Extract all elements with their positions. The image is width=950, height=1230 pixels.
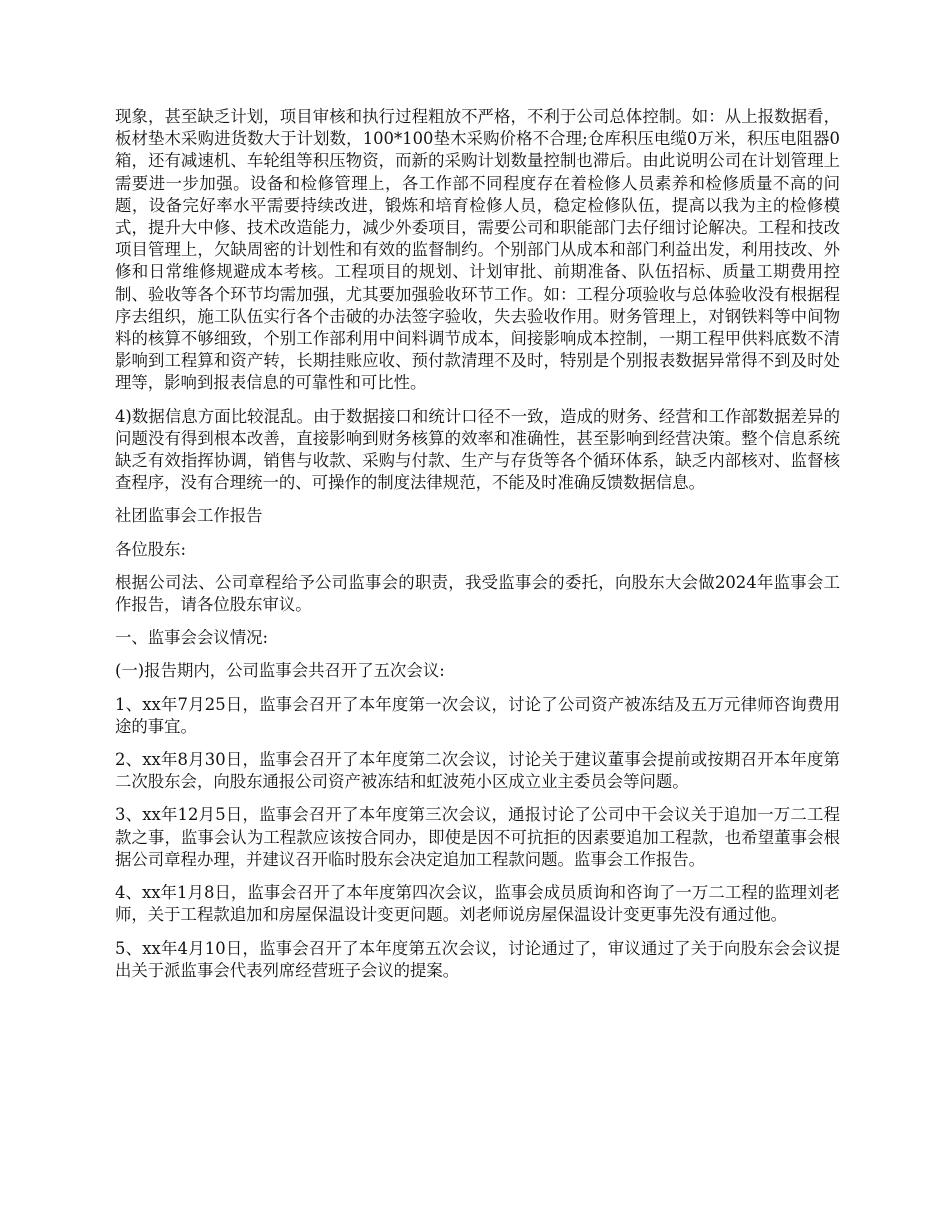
section-heading-meetings: 一、监事会会议情况: (115, 628, 269, 648)
paragraph-data-information: 4)数据信息方面比较混乱。由于数据接口和统计口径不一致，造成的财务、经营和工作部数据差异的问题没有得到根本改善，直接影响到财务核算的效率和准确性，甚至影响到经营决策。整个信息系统缺乏有效指挥协调，销售与收款、采购与付款、生产与存货等各个循环体系，缺乏内部核对、监督核查程序，没有合理统一的、可操作的制度法律规范，不能及时准确反馈数据信息。 (115, 406, 840, 493)
meeting-item-2: 2、xx年8月30日，监事会召开了本年度第二次会议，讨论关于建议董事会提前或按期召开本年度第二次股东会，向股东通报公司资产被冻结和虹波苑小区成立业主委员会等问题。 (115, 750, 840, 792)
meeting-item-3: 3、xx年12月5日，监事会召开了本年度第三次会议，通报讨论了公司中干会议关于追加一万二工程款之事，监事会认为工程款应该按合同办，即使是因不可抗拒的因素要追加工程款，也希望董事会根据公司章程办理，并建议召开临时股东会决定追加工程款问题。监事会工作报告。 (115, 805, 840, 869)
paragraph-management-issues: 现象，甚至缺乏计划，项目审核和执行过程粗放不严格，不利于公司总体控制。如：从上报数据看，板材垫木采购进货数大于计划数，100*100垫木采购价格不合理;仓库积压电缆0万米，积压电阻器0箱，还有减速机、车轮组等积压物资，而新的采购计划数量控制也滞后。由此说明公司在计划管理上需要进一步加强。设备和检修管理上，各工作部不同程度存在着检修人员素养和检修质量不高的问题，设备完好率水平需要持续改进，锻炼和培育检修人员，稳定检修队伍，提高以我为主的检修模式，提升大中修、技术改造能力，减少外委项目，需要公司和职能部门去仔细讨论解决。工程和技改项目管理上，欠缺周密的计划性和有效的监督制约。个别部门从成本和部门利益出发，利用技改、外修和日常维修规避成本考核。工程项目的规划、计划审批、前期准备、队伍招标、质量工期费用控制、验收等各个环节均需加强，尤其要加强验收环节工作。如：工程分项验收与总体验收没有根据程序去组织，施工队伍实行各个击破的办法签字验收，失去验收作用。财务管理上，对钢铁料等中间物料的核算不够细致，个别工作部利用中间料调节成本，间接影响成本控制，一期工程甲供料底数不清影响到工程算和资产转，长期挂账应收、预付款清理不及时，特别是个别报表数据异常得不到及时处理等，影响到报表信息的可靠性和可比性。 (115, 107, 840, 393)
document-page (115, 106, 840, 993)
subsection-heading-five-meetings: (一)报告期内，公司监事会共召开了五次会议: (115, 661, 445, 681)
meeting-item-5: 5、xx年4月10日，监事会召开了本年度第五次会议，讨论通过了，审议通过了关于向股东会会议提出关于派监事会代表列席经营班子会议的提案。 (115, 938, 840, 980)
paragraph-introduction: 根据公司法、公司章程给予公司监事会的职责，我受监事会的委托，向股东大会做2024年监事会工作报告，请各位股东审议。 (115, 572, 840, 615)
salutation: 各位股东: (115, 539, 187, 559)
meeting-item-1: 1、xx年7月25日，监事会召开了本年度第一次会议，讨论了公司资产被冻结及五万元律师咨询费用途的事宜。 (115, 694, 840, 736)
meeting-item-4: 4、xx年1月8日，监事会召开了本年度第四次会议，监事会成员质询和咨询了一万二工程的监理刘老师，关于工程款追加和房屋保温设计变更问题。刘老师说房屋保温设计变更事先没有通过他。 (115, 883, 840, 925)
report-title: 社团监事会工作报告 (115, 506, 263, 526)
